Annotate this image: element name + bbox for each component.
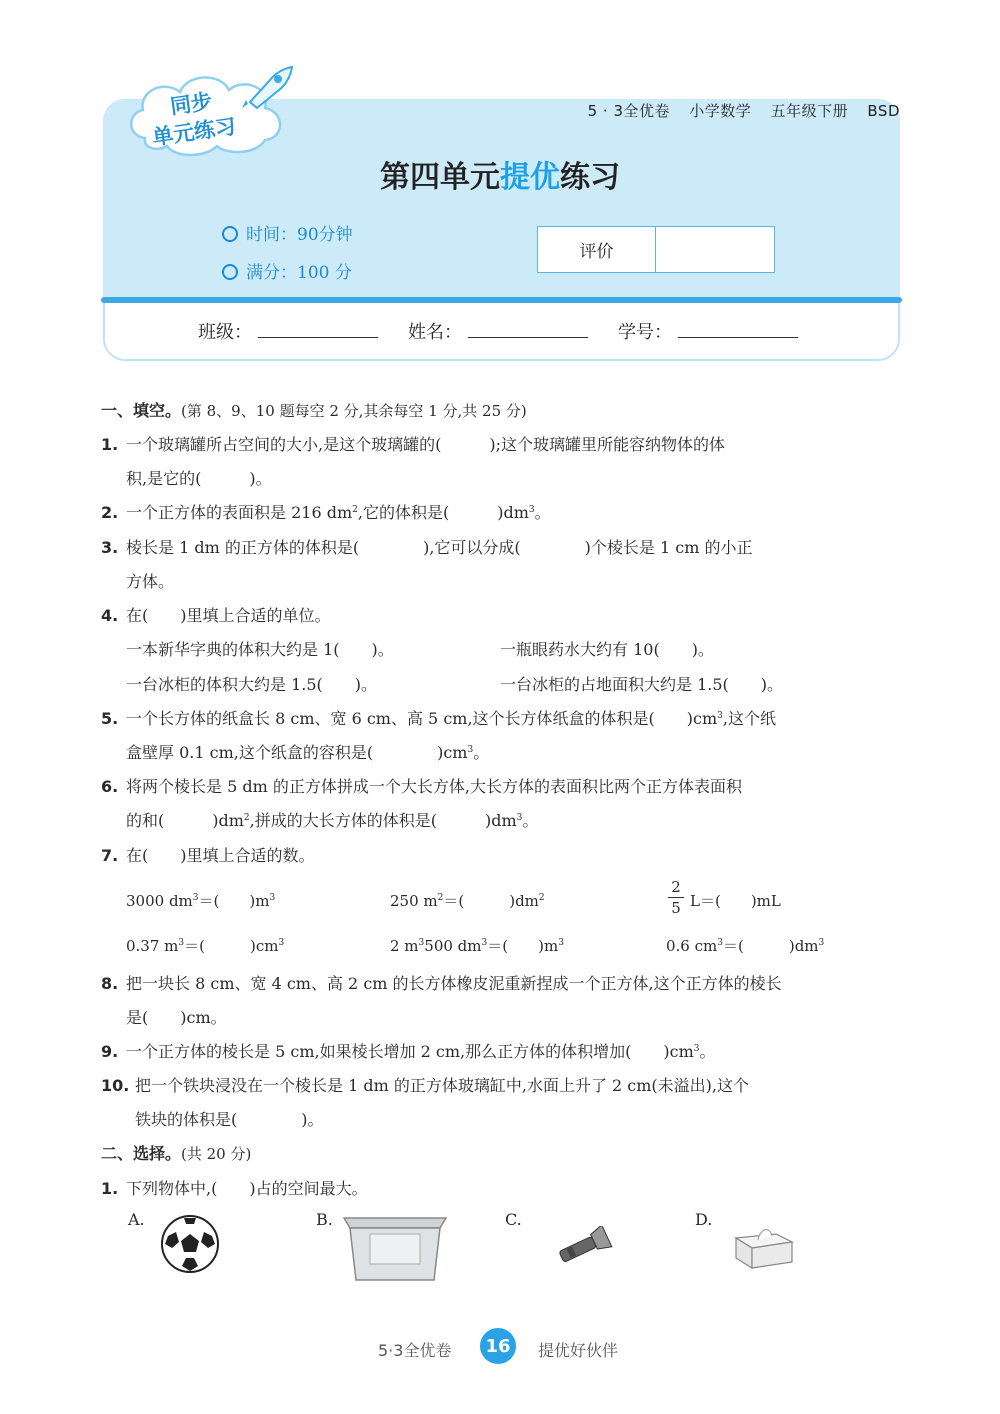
subject: 小学数学: [689, 102, 752, 120]
number-label: 学号：: [618, 322, 672, 343]
tissue-box-icon: [730, 1220, 798, 1272]
name-label: 姓名：: [408, 322, 462, 343]
fraction-two-fifths: 2 5: [668, 878, 684, 917]
question-1: 1. 一个玻璃罐所占空间的大小,是这个玻璃罐的( );这个玻璃罐里所能容纳物体的体: [101, 435, 725, 454]
question-4-item-a: 一本新华字典的体积大约是 1( )。: [126, 640, 394, 659]
edition: BSD: [867, 102, 900, 120]
conversion-1: 3000 $dm^3=$( )$m^3$: [126, 892, 276, 910]
section1-note: (第 8、9、10 题每空 2 分,其余每空 1 分,共 25 分): [181, 402, 527, 420]
question-10: 10. 把一个铁块浸没在一个棱长是 1 dm 的正方体玻璃缸中,水面上升了 2 cm(未溢出),这个: [101, 1076, 749, 1095]
question-4-item-d: 一台冰柜的占地面积大约是 1.5( )。: [500, 675, 784, 694]
section1-heading-row: [101, 398, 527, 421]
conversion-6: 0.6 $cm^3=$( )$dm^3$: [666, 937, 825, 955]
name-field[interactable]: [468, 318, 588, 338]
grade: 五年级下册: [770, 102, 849, 120]
question-6-cont: 的和( )$dm^2$,拼成的大长方体的体积是( )$dm^3$。: [126, 811, 539, 830]
question-5-cont: 盒壁厚 0.1 cm,这个纸盒的容积是( )$cm^3$。: [126, 743, 490, 762]
question-10-cont: 铁块的体积是( )。: [135, 1110, 324, 1129]
section2-heading: 二、选择。: [101, 1144, 182, 1163]
evaluation-label: 评价: [538, 227, 656, 272]
storage-box-icon: [340, 1210, 450, 1285]
badge-text-line1: 同步: [168, 89, 214, 119]
score-text: 满分：100 分: [246, 263, 352, 283]
student-number-field[interactable]: [678, 318, 798, 338]
option-b-label: B.: [316, 1210, 333, 1229]
option-c-label: C.: [505, 1210, 522, 1229]
question-7: 7. 在( )里填上合适的数。: [101, 846, 315, 865]
student-info-row: [198, 318, 828, 344]
section1-heading: 一、填空。: [101, 401, 182, 420]
footer-series: 5·3全优卷: [378, 1341, 452, 1360]
section2-question-1: 1. 下列物体中,( )占的空间最大。: [101, 1179, 368, 1198]
page-number: 16: [480, 1328, 516, 1364]
class-label: 班级：: [198, 322, 252, 343]
time-text: 时间：90分钟: [246, 225, 353, 245]
conversion-2: 250 $m^2=$( )$dm^2$: [390, 892, 545, 910]
question-2: 2. 一个正方体的表面积是 216 $dm^2$,它的体积是( )$dm^3$。: [101, 503, 551, 522]
question-4-item-b: 一瓶眼药水大约有 10( )。: [500, 640, 714, 659]
question-4: 4. 在( )里填上合适的单位。: [101, 606, 331, 625]
evaluation-box: [537, 226, 775, 273]
question-3: 3. 棱长是 1 dm 的正方体的体积是( ),它可以分成( )个棱长是 1 cm 的小正: [101, 538, 753, 557]
badge-text-line2: 单元练习: [150, 114, 238, 150]
score-info: [222, 258, 352, 283]
section2-note: (共 20 分): [181, 1145, 252, 1163]
rocket-icon: [240, 62, 295, 110]
series-name: 5 · 3全优卷: [587, 102, 671, 120]
soccer-ball-icon: [160, 1214, 220, 1274]
conversion-3: L＝( )mL: [690, 892, 781, 910]
flashlight-icon: [555, 1226, 615, 1266]
option-a-label: A.: [128, 1210, 145, 1229]
question-9: 9. 一个正方体的棱长是 5 cm,如果棱长增加 2 cm,那么正方体的体积增加( )$cm^3$。: [101, 1042, 716, 1061]
conversion-4: 0.37 $m^3=$( )$cm^3$: [126, 937, 285, 955]
question-8: 8. 把一块长 8 cm、宽 4 cm、高 2 cm 的长方体橡皮泥重新捏成一个正方体,这个正方体的棱长: [101, 974, 782, 993]
question-6: 6. 将两个棱长是 5 dm 的正方体拼成一个大长方体,大长方体的表面积比两个正方体表面积: [101, 777, 742, 796]
footer-slogan: 提优好伙伴: [538, 1341, 619, 1360]
question-4-item-c: 一台冰柜的体积大约是 1.5( )。: [126, 675, 378, 694]
evaluation-field[interactable]: [656, 227, 774, 272]
clock-icon: [222, 226, 238, 242]
section2-heading-row: [101, 1141, 251, 1164]
class-field[interactable]: [258, 318, 378, 338]
question-8-cont: 是( )cm。: [126, 1008, 227, 1027]
question-1-cont: 积,是它的( )。: [126, 469, 272, 488]
time-info: [222, 220, 353, 245]
series-info: [574, 100, 900, 121]
question-5: 5. 一个长方体的纸盒长 8 cm、宽 6 cm、高 5 cm,这个长方体纸盒的体积是( )$cm^3$,这个纸: [101, 709, 776, 728]
option-d-label: D.: [695, 1210, 713, 1229]
conversion-5: 2 $m^3500$ $dm^3=$( )$m^3$: [390, 937, 564, 955]
page-title: 第四单元提优练习: [380, 160, 620, 195]
check-icon: [222, 264, 238, 280]
question-3-cont: 方体。: [126, 572, 175, 591]
